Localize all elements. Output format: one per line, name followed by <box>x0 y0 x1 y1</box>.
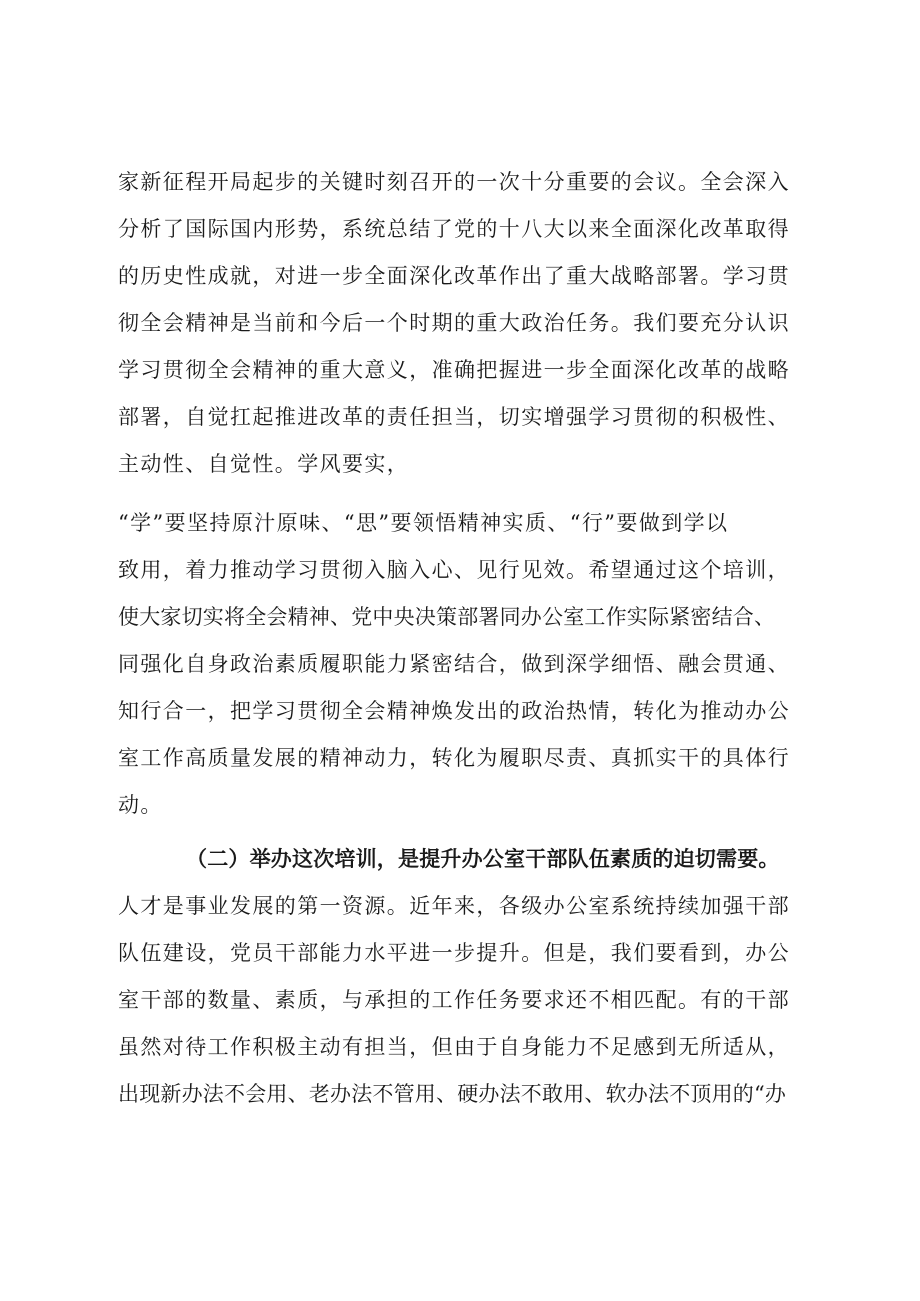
paragraph-line: 室干部的数量、素质，与承担的工作任务要求还不相匹配。有的干部 <box>118 988 790 1012</box>
paragraph-line: 虽然对待工作积极主动有担当，但由于自身能力不足感到无所适从， <box>118 1035 790 1059</box>
paragraph-line: 知行合一，把学习贯彻全会精神焕发出的政治热情，转化为推动办公 <box>118 699 790 723</box>
paragraph-line: 出现新办法不会用、老办法不管用、硬办法不敢用、软办法不顶用的“办 <box>118 1082 787 1106</box>
paragraph-line: 部署，自觉扛起推进改革的责任担当，切实增强学习贯彻的积极性、 <box>118 405 790 429</box>
paragraph-line: 学习贯彻全会精神的重大意义，准确把握进一步全面深化改革的战略 <box>118 358 790 382</box>
paragraph-line: 同强化自身政治素质履职能力紧密结合，做到深学细悟、融会贯通、 <box>118 652 790 676</box>
paragraph-line: 动。 <box>118 793 163 817</box>
paragraph-line: 家新征程开局起步的关键时刻召开的一次十分重要的会议。全会深入 <box>118 170 790 194</box>
paragraph-line: “学”要坚持原汁原味、“思”要领悟精神实质、“行”要做到学以 <box>118 511 729 535</box>
section-heading: （二）举办这次培训，是提升办公室干部队伍素质的迫切需要。 <box>186 846 780 871</box>
paragraph-line: 主动性、自觉性。学风要实， <box>118 452 410 476</box>
paragraph-line: 分析了国际国内形势，系统总结了党的十八大以来全面深化改革取得 <box>118 217 790 241</box>
paragraph-line: 人才是事业发展的第一资源。近年来，各级办公室系统持续加强干部 <box>118 894 790 918</box>
paragraph-line: 的历史性成就，对进一步全面深化改革作出了重大战略部署。学习贯 <box>118 264 790 288</box>
paragraph-line: 队伍建设，党员干部能力水平进一步提升。但是，我们要看到，办公 <box>118 941 790 965</box>
paragraph-line: 致用，着力推动学习贯彻入脑入心、见行见效。希望通过这个培训， <box>118 558 790 582</box>
paragraph-line: 室工作高质量发展的精神动力，转化为履职尽责、真抓实干的具体行 <box>118 746 790 770</box>
paragraph-line: 彻全会精神是当前和今后一个时期的重大政治任务。我们要充分认识 <box>118 311 790 335</box>
paragraph-line: 使大家切实将全会精神、党中央决策部署同办公室工作实际紧密结合、 <box>118 605 776 629</box>
